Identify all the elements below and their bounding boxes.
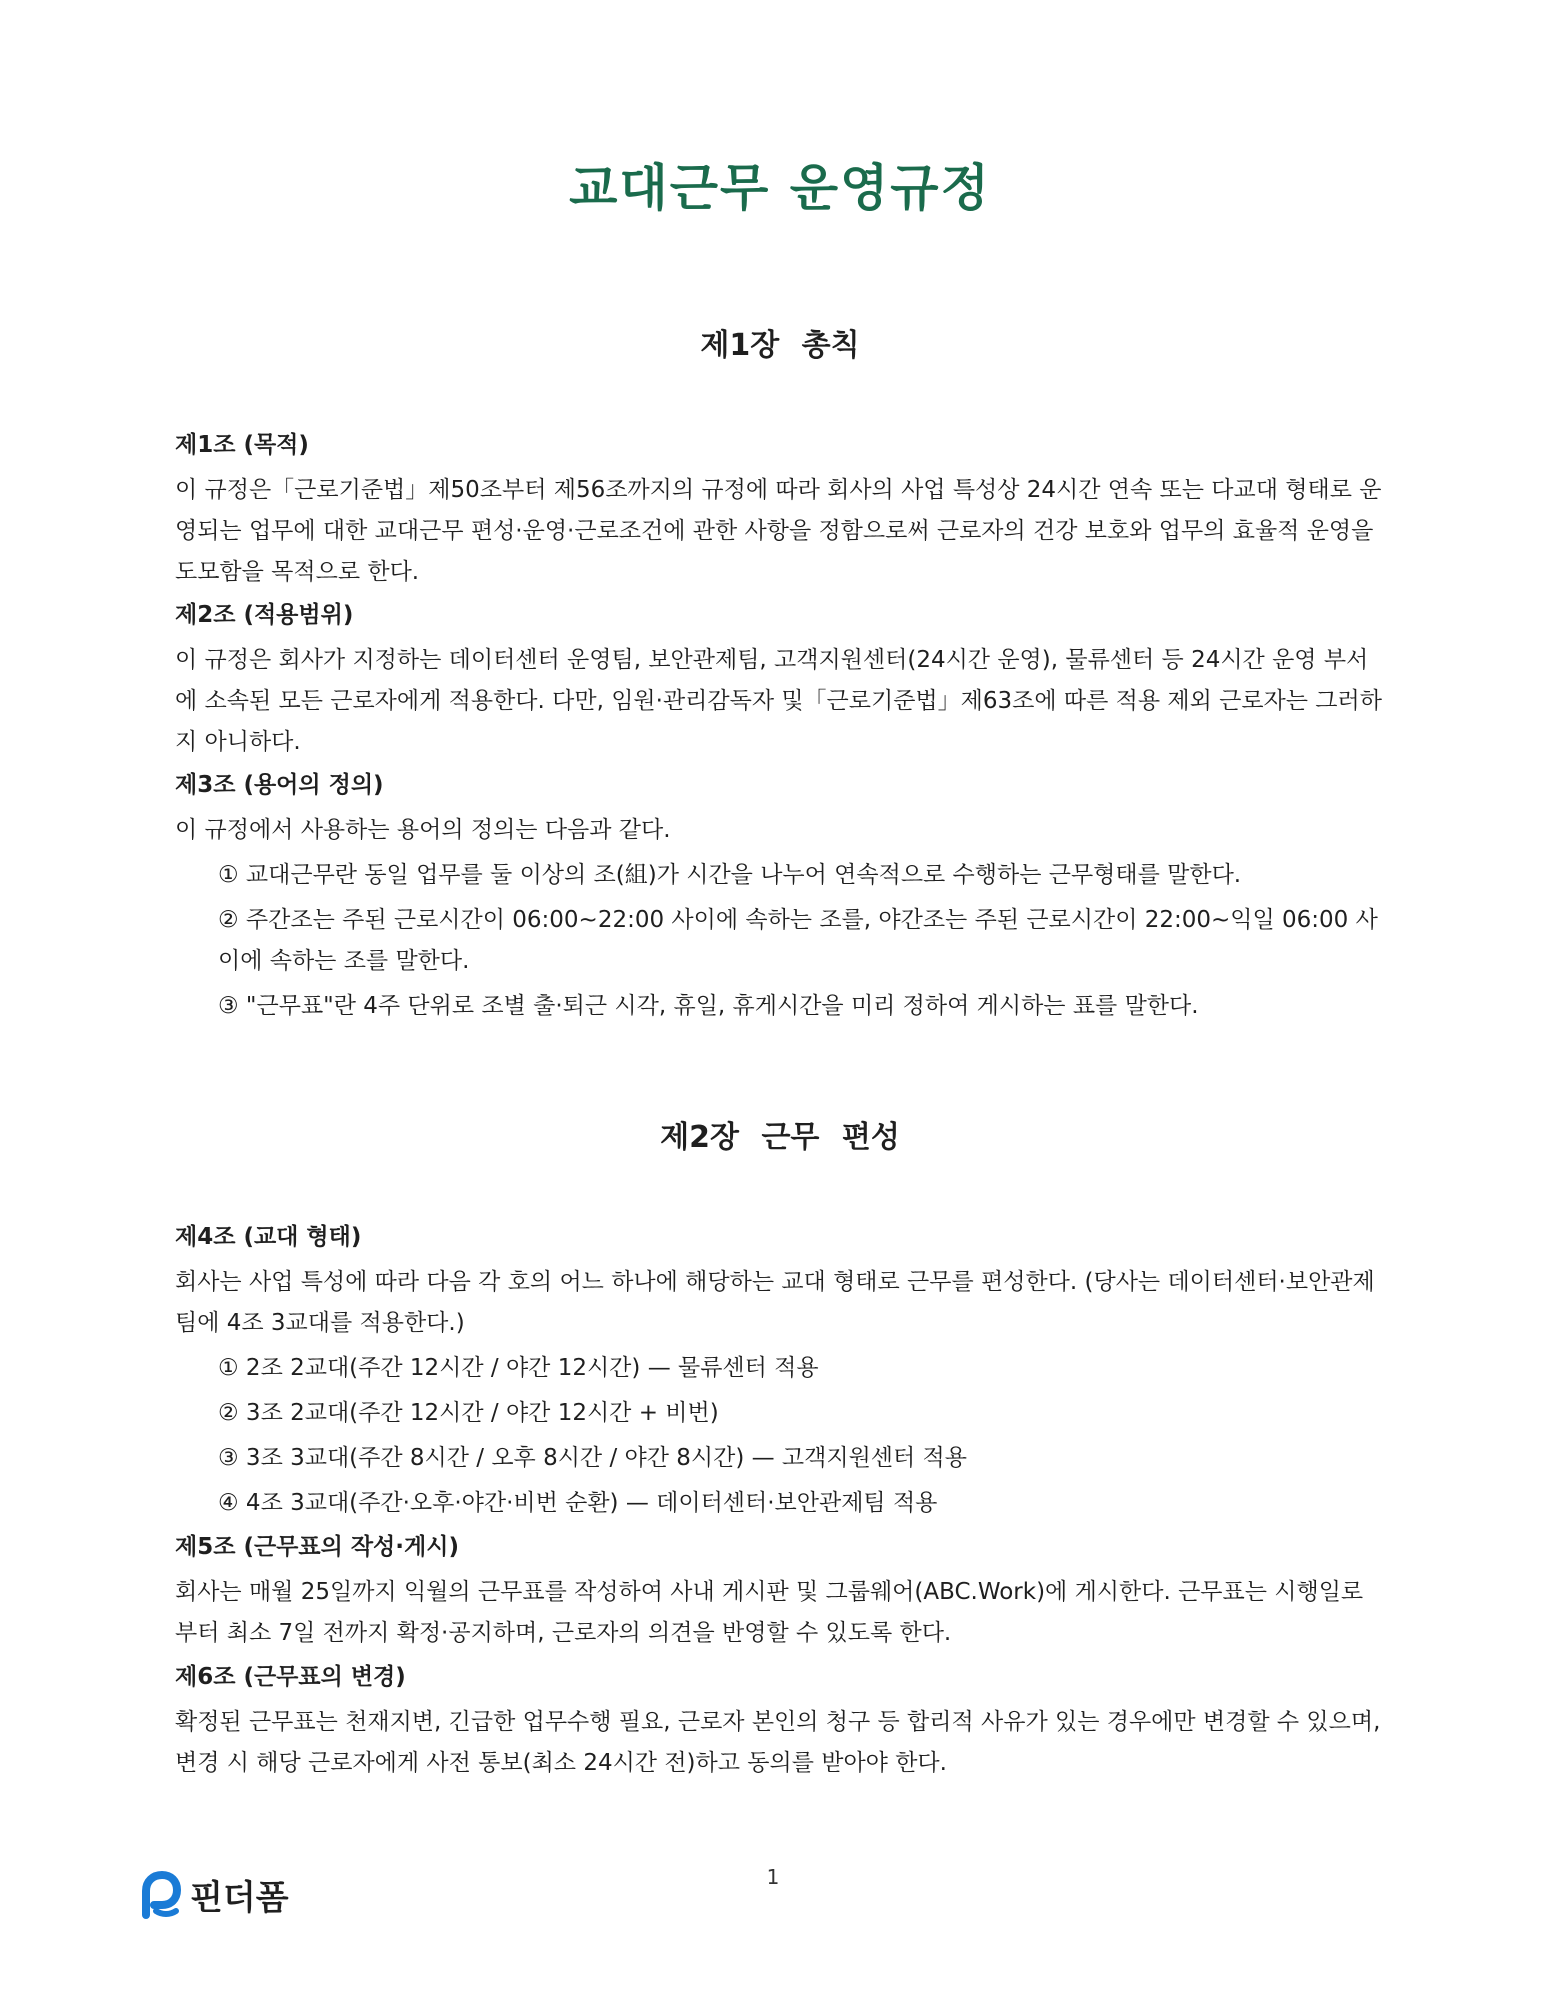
article-6 (175, 1660, 1385, 1784)
list-item: ③ "근무표"란 4주 단위로 조별 출·퇴근 시각, 휴일, 휴게시간을 미리 정하여 게시하는 표를 말한다. (218, 993, 1199, 1019)
article-body: 회사는 사업 특성에 따라 다음 각 호의 어느 하나에 해당하는 교대 형태로 근무를 편성한다. (당사는 데이터센터·보안관제팀에 4조 3교대를 적용한다.) (175, 1269, 1375, 1336)
list-item: ④ 4조 3교대(주간·오후·야간·비번 순환) — 데이터센터·보안관제팀 적용 (218, 1490, 938, 1516)
brand-logo-text: 핀더폼 (190, 1878, 289, 1918)
article-1 (175, 428, 1385, 593)
article-4 (175, 1220, 1385, 1524)
article-body: 이 규정은「근로기준법」제50조부터 제56조까지의 규정에 따라 회사의 사업 특성상 24시간 연속 또는 다교대 형태로 운영되는 업무에 대한 교대근무 편성·운영·근로조건에 관한 사항을 정함으로써 근로자의 건강 보호와 업무의 효율적 운영을 도모함을 목적으로 한다. (175, 477, 1382, 585)
article-body: 이 규정에서 사용하는 용어의 정의는 다음과 같다. (175, 817, 671, 843)
article-title: 제4조 (교대 형태) (175, 1224, 362, 1250)
article-3 (175, 768, 1385, 1027)
article-5 (175, 1530, 1385, 1654)
document-title: 교대근무 운영규정 (569, 159, 991, 217)
article-title: 제3조 (용어의 정의) (175, 772, 384, 798)
article-body: 확정된 근무표는 천재지변, 긴급한 업무수행 필요, 근로자 본인의 청구 등 합리적 사유가 있는 경우에만 변경할 수 있으며, 변경 시 해당 근로자에게 사전 통보(최소 24시간 전)하고 동의를 받아야 한다. (175, 1709, 1381, 1776)
article-title: 제6조 (근무표의 변경) (175, 1664, 406, 1690)
article-title: 제1조 (목적) (175, 432, 309, 458)
article-body: 이 규정은 회사가 지정하는 데이터센터 운영팀, 보안관제팀, 고객지원센터(24시간 운영), 물류센터 등 24시간 운영 부서에 소속된 모든 근로자에게 적용한다. 다만, 임원·관리감독자 및「근로기준법」제63조에 따른 적용 제외 근로자는 그러하지 아니하다. (175, 647, 1382, 755)
article-2 (175, 598, 1385, 763)
page-number: 1 (766, 1865, 780, 1889)
chapter-1-heading: 제1장 총칙 (700, 328, 860, 363)
list-item: ① 교대근무란 동일 업무를 둘 이상의 조(組)가 시간을 나누어 연속적으로 수행하는 근무형태를 말한다. (218, 862, 1242, 888)
article-title: 제2조 (적용범위) (175, 602, 354, 628)
chapter-2-heading: 제2장 근무 편성 (660, 1120, 900, 1155)
list-item: ② 주간조는 주된 근로시간이 06:00~22:00 사이에 속하는 조를, 야간조는 주된 근로시간이 22:00~익일 06:00 사이에 속하는 조를 말한다. (218, 907, 1378, 974)
article-title: 제5조 (근무표의 작성·게시) (175, 1534, 459, 1560)
article-body: 회사는 매월 25일까지 익월의 근무표를 작성하여 사내 게시판 및 그룹웨어(ABC.Work)에 게시한다. 근무표는 시행일로부터 최소 7일 전까지 확정·공지하며, 근로자의 의견을 반영할 수 있도록 한다. (175, 1579, 1364, 1646)
list-item: ③ 3조 3교대(주간 8시간 / 오후 8시간 / 야간 8시간) — 고객지원센터 적용 (218, 1445, 967, 1471)
list-item: ② 3조 2교대(주간 12시간 / 야간 12시간 + 비번) (218, 1400, 719, 1426)
list-item: ① 2조 2교대(주간 12시간 / 야간 12시간) — 물류센터 적용 (218, 1355, 819, 1381)
